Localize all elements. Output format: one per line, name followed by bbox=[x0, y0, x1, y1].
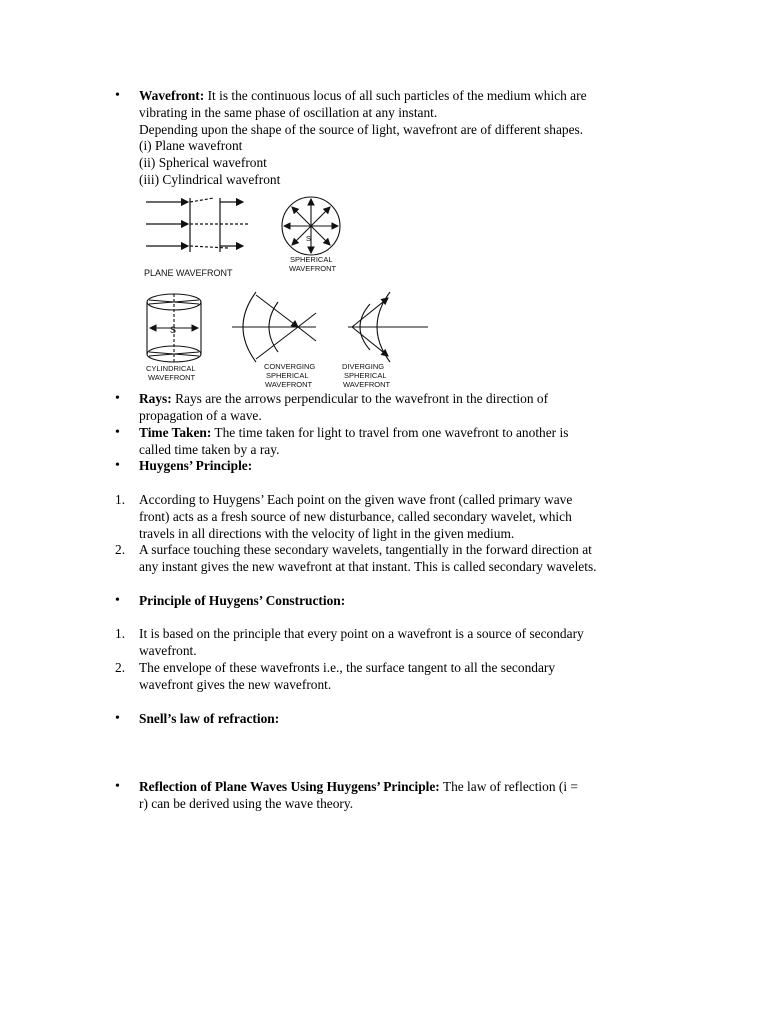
huygens-item-1-line2: front) acts as a fresh source of new disturbance, called secondary wavelet, which bbox=[139, 508, 572, 524]
plane-wavefront-label: PLANE WAVEFRONT bbox=[144, 268, 233, 278]
rays-text-2: propagation of a wave. bbox=[139, 407, 262, 423]
wavefront-type-plane: (i) Plane wavefront bbox=[139, 138, 243, 154]
huygens-section-heading bbox=[139, 458, 679, 475]
spherical-label-line1: SPHERICAL bbox=[290, 255, 333, 264]
rays-text-1: Rays are the arrows perpendicular to the wavefront in the direction of bbox=[175, 391, 549, 406]
cylindrical-source-label: S bbox=[170, 325, 177, 335]
spherical-source-label: S bbox=[306, 234, 312, 243]
construction-term: Principle of Huygens’ Construction: bbox=[139, 593, 346, 608]
wavefront-term: Wavefront: bbox=[139, 88, 205, 103]
cylindrical-label-line2: WAVEFRONT bbox=[148, 373, 196, 382]
reflection-text-2: r) can be derived using the wave theory. bbox=[139, 795, 354, 811]
huygens-item-1-number: 1. bbox=[115, 492, 126, 507]
time-taken-term: Time Taken: bbox=[139, 425, 212, 440]
construction-item-1 bbox=[115, 626, 679, 660]
plane-wavefront-diagram bbox=[146, 198, 248, 252]
spherical-wavefront-diagram bbox=[282, 197, 340, 255]
time-taken-section bbox=[139, 425, 679, 459]
converging-wavefront-diagram bbox=[232, 292, 316, 362]
diverging-label-line1: DIVERGING bbox=[342, 362, 385, 371]
time-taken-text-2: called time taken by a ray. bbox=[139, 441, 280, 457]
construction-item-2-number: 2. bbox=[115, 660, 126, 675]
reflection-text-1: The law of reflection (i = bbox=[442, 779, 578, 794]
huygens-item-1 bbox=[115, 492, 679, 542]
converging-label-line3: WAVEFRONT bbox=[265, 380, 313, 389]
diverging-label-line3: WAVEFRONT bbox=[343, 380, 391, 389]
huygens-item-2-line1: A surface touching these secondary wavelets, tangentially in the forward direction at bbox=[139, 542, 592, 557]
converging-label-line1: CONVERGING bbox=[264, 362, 316, 371]
converging-label-line2: SPHERICAL bbox=[266, 371, 309, 380]
cylindrical-label-line1: CYLINDRICAL bbox=[146, 364, 196, 373]
construction-item-2 bbox=[115, 660, 679, 694]
huygens-item-2-number: 2. bbox=[115, 542, 126, 557]
wavefront-section bbox=[139, 88, 679, 189]
construction-section-heading bbox=[139, 593, 679, 610]
wavefront-figure bbox=[138, 190, 438, 390]
reflection-term: Reflection of Plane Waves Using Huygens’ Principle: bbox=[139, 779, 440, 794]
rays-section bbox=[139, 391, 679, 425]
construction-item-1-number: 1. bbox=[115, 626, 126, 641]
wavefront-text-2: vibrating in the same phase of oscillation at any instant. bbox=[139, 104, 438, 120]
time-taken-text-1: The time taken for light to travel from one wavefront to another is bbox=[214, 425, 569, 440]
huygens-item-2 bbox=[115, 542, 679, 576]
wavefront-text-1: It is the continuous locus of all such particles of the medium which are bbox=[207, 88, 587, 103]
huygens-term: Huygens’ Principle: bbox=[139, 458, 253, 473]
construction-item-1-line2: wavefront. bbox=[139, 642, 197, 658]
construction-item-2-line2: wavefront gives the new wavefront. bbox=[139, 676, 332, 692]
wavefront-text-3: Depending upon the shape of the source of light, wavefront are of different shapes. bbox=[139, 121, 584, 137]
diverging-wavefront-diagram bbox=[348, 292, 428, 362]
snell-term: Snell’s law of refraction: bbox=[139, 711, 280, 726]
reflection-section bbox=[139, 779, 679, 813]
spherical-label-line2: WAVEFRONT bbox=[289, 264, 337, 273]
construction-item-2-line1: The envelope of these wavefronts i.e., the surface tangent to all the secondary bbox=[139, 660, 556, 675]
rays-term: Rays: bbox=[139, 391, 172, 406]
snell-section-heading bbox=[139, 711, 679, 728]
wavefront-type-cylindrical: (iii) Cylindrical wavefront bbox=[139, 171, 281, 187]
diverging-label-line2: SPHERICAL bbox=[344, 371, 387, 380]
wavefront-type-spherical: (ii) Spherical wavefront bbox=[139, 155, 267, 171]
huygens-item-1-line1: According to Huygens’ Each point on the given wave front (called primary wave bbox=[139, 492, 573, 507]
huygens-item-1-line3: travels in all directions with the velocity of light in the given medium. bbox=[139, 525, 515, 541]
huygens-item-2-line2: any instant gives the new wavefront at that instant. This is called secondary wavelets. bbox=[139, 558, 597, 574]
construction-item-1-line1: It is based on the principle that every point on a wavefront is a source of secondary bbox=[139, 626, 584, 641]
